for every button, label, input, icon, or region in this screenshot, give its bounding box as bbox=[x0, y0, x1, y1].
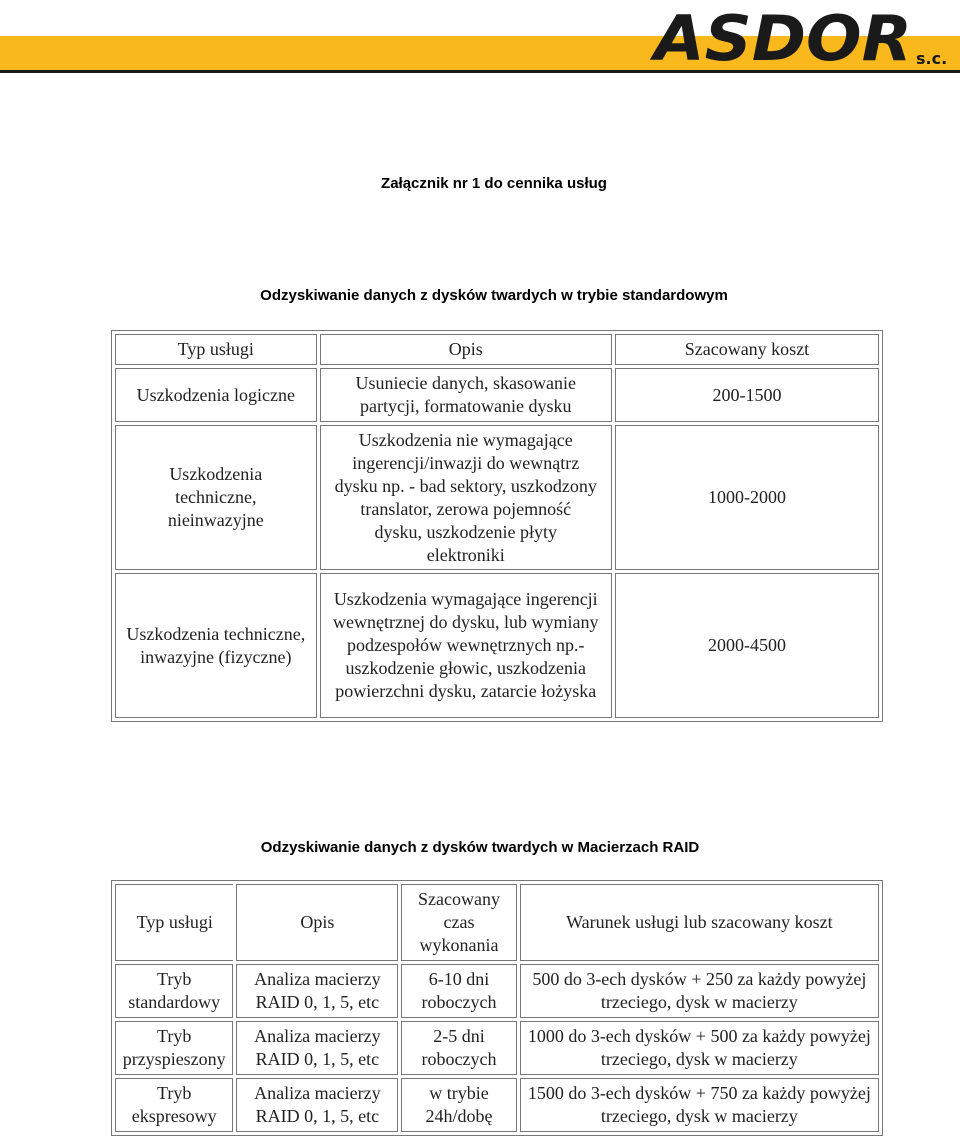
annex-title: Załącznik nr 1 do cennika usług bbox=[381, 175, 607, 192]
table-row bbox=[115, 368, 879, 422]
cost-cell: 1000-2000 bbox=[615, 425, 879, 570]
cost-cell: 1500 do 3-ech dysków + 750 za każdy powyżej trzeciego, dysk w macierzy bbox=[520, 1078, 879, 1132]
service-type-cell: Tryb ekspresowy bbox=[115, 1078, 233, 1132]
header-cell-time: Szacowany czas wykonania bbox=[401, 884, 516, 961]
description-cell: Uszkodzenia nie wymagające ingerencji/inwazji do wewnątrz dysku np. - bad sektory, uszkodzony translator, zerowa pojemność dysku, uszkodzenie płyty elektroniki bbox=[320, 425, 612, 570]
header-cell-type: Typ usługi bbox=[115, 884, 233, 961]
table-row bbox=[115, 1078, 879, 1132]
logo-graphic bbox=[648, 0, 960, 75]
raid-section-title: Odzyskiwanie danych z dysków twardych w Macierzach RAID bbox=[260, 839, 700, 856]
description-cell: Analiza macierzy RAID 0, 1, 5, etc bbox=[236, 1078, 398, 1132]
service-type-cell: Uszkodzenia techniczne, inwazyjne (fizyczne) bbox=[115, 573, 317, 718]
service-type-cell: Uszkodzenia logiczne bbox=[115, 368, 317, 422]
table-row bbox=[115, 964, 879, 1018]
header-cell-type: Typ usługi bbox=[115, 334, 317, 365]
cost-cell: 2000-4500 bbox=[615, 573, 879, 718]
table-row bbox=[115, 1021, 879, 1075]
service-type-cell: Uszkodzenia techniczne, nieinwazyjne bbox=[115, 425, 317, 570]
description-cell: Analiza macierzy RAID 0, 1, 5, etc bbox=[236, 964, 398, 1018]
service-type-cell: Tryb standardowy bbox=[115, 964, 233, 1018]
description-cell: Usuniecie danych, skasowanie partycji, formatowanie dysku bbox=[320, 368, 612, 422]
time-cell: 6-10 dni roboczych bbox=[401, 964, 516, 1018]
header-cell-desc: Opis bbox=[320, 334, 612, 365]
logo-text: ASDOR bbox=[648, 2, 912, 75]
cost-cell: 200-1500 bbox=[615, 368, 879, 422]
asdor-logo bbox=[648, 0, 960, 75]
time-cell: w trybie 24h/dobę bbox=[401, 1078, 516, 1132]
table-header-row bbox=[115, 884, 879, 961]
header-cell-desc: Opis bbox=[236, 884, 398, 961]
description-cell: Uszkodzenia wymagające ingerencji wewnętrznej do dysku, lub wymiany podzespołów wewnętrznych np.- uszkodzenie głowic, uszkodzenia powierzchni dysku, zatarcie łożyska bbox=[320, 573, 612, 718]
header-cell-cost: Szacowany koszt bbox=[615, 334, 879, 365]
header-cell-cost: Warunek usługi lub szacowany koszt bbox=[520, 884, 879, 961]
standard-pricing-table bbox=[111, 330, 883, 722]
cost-cell: 500 do 3-ech dysków + 250 za każdy powyżej trzeciego, dysk w macierzy bbox=[520, 964, 879, 1018]
cost-cell: 1000 do 3-ech dysków + 500 za każdy powyżej trzeciego, dysk w macierzy bbox=[520, 1021, 879, 1075]
raid-pricing-table bbox=[111, 880, 883, 1136]
description-cell: Analiza macierzy RAID 0, 1, 5, etc bbox=[236, 1021, 398, 1075]
standard-section-title: Odzyskiwanie danych z dysków twardych w trybie standardowym bbox=[260, 287, 728, 304]
table-row bbox=[115, 573, 879, 718]
time-cell: 2-5 dni roboczych bbox=[401, 1021, 516, 1075]
table-header-row bbox=[115, 334, 879, 365]
table-row bbox=[115, 425, 879, 570]
service-type-cell: Tryb przyspieszony bbox=[115, 1021, 233, 1075]
logo-suffix: s.c. bbox=[916, 49, 948, 68]
